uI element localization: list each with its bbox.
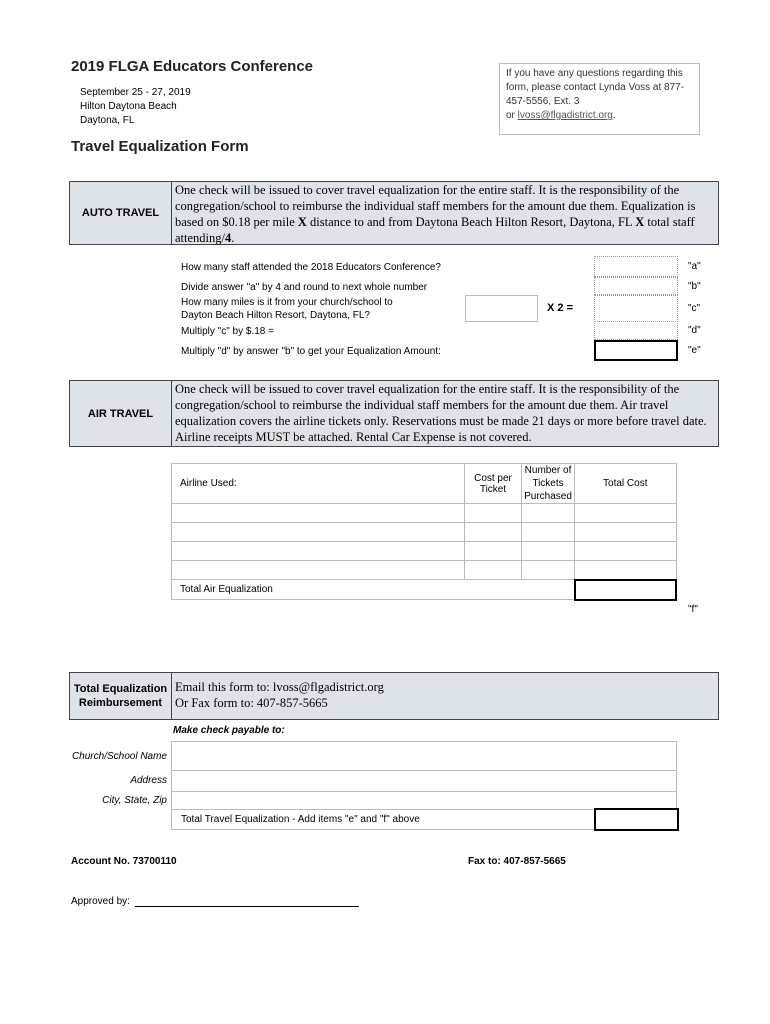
conference-info <box>80 86 191 128</box>
code-c: "c" <box>688 303 701 314</box>
total-cell[interactable] <box>575 523 677 542</box>
air-travel-label: AIR TRAVEL <box>70 381 172 446</box>
total-travel-field[interactable] <box>594 808 679 831</box>
tickets-cell[interactable] <box>522 561 575 580</box>
col-num-line: Purchased <box>524 491 572 502</box>
auto-travel-label: AUTO TRAVEL <box>70 182 172 244</box>
auto-desc-part: total staff attending/ <box>175 215 695 245</box>
auto-desc-part: distance to and from Daytona Beach Hilton Resort, Daytona, FL <box>306 215 636 229</box>
approved-by-line[interactable] <box>135 906 359 907</box>
church-name-field[interactable] <box>171 741 677 771</box>
table-row <box>172 504 677 523</box>
reimbursement-section <box>69 672 719 720</box>
answer-a-field[interactable] <box>594 256 678 277</box>
auto-desc-x: X <box>297 215 307 229</box>
airline-cell[interactable] <box>172 504 465 523</box>
airline-cell[interactable] <box>172 523 465 542</box>
col-cost-line: Cost per <box>474 472 512 484</box>
payable-heading: Make check payable to: <box>173 725 285 736</box>
question-b: Divide answer "a" by 4 and round to next whole number <box>181 282 428 293</box>
city-state-zip-label: City, State, Zip <box>102 795 167 806</box>
total-travel-label: Total Travel Equalization - Add items "e" and "f" above <box>181 814 420 825</box>
times-two-label: X 2 = <box>547 302 573 314</box>
question-a: How many staff attended the 2018 Educators Conference? <box>181 262 441 273</box>
contact-email-line <box>506 109 693 123</box>
contact-box <box>499 63 700 135</box>
question-c-line: How many miles is it from your church/school to <box>181 297 393 308</box>
address-field[interactable] <box>171 770 677 792</box>
auto-travel-section <box>69 181 719 245</box>
answer-d-field[interactable] <box>594 321 678 340</box>
question-d: Multiply "c" by $.18 = <box>181 326 274 337</box>
table-row <box>172 523 677 542</box>
conference-venue: Hilton Daytona Beach <box>80 101 177 112</box>
question-c-line: Dayton Beach Hilton Resort, Daytona, FL? <box>181 310 370 321</box>
code-b: "b" <box>688 281 701 292</box>
auto-desc-x: X <box>635 215 645 229</box>
code-d: "d" <box>688 325 701 336</box>
reimbursement-instructions <box>172 673 718 719</box>
air-travel-section <box>69 380 719 447</box>
cost-cell[interactable] <box>465 561 522 580</box>
auto-travel-description <box>172 182 718 244</box>
table-total-row <box>172 580 677 600</box>
fax-number: Fax to: 407-857-5665 <box>468 856 566 867</box>
total-cell[interactable] <box>575 542 677 561</box>
cost-cell[interactable] <box>465 542 522 561</box>
total-air-field[interactable] <box>575 580 677 600</box>
reimbursement-label <box>70 673 172 719</box>
col-num-line: Tickets <box>532 478 564 489</box>
miles-field[interactable] <box>465 295 538 322</box>
fax-instruction: Or Fax form to: 407-857-5665 <box>175 696 328 710</box>
conference-dates: September 25 - 27, 2019 <box>80 87 191 98</box>
address-label: Address <box>130 775 167 786</box>
table-row <box>172 542 677 561</box>
airline-cell[interactable] <box>172 542 465 561</box>
contact-or: or <box>506 110 518 121</box>
contact-email-link[interactable]: lvoss@flgadistrict.org <box>517 110 613 121</box>
col-num-line: Number of <box>524 465 572 476</box>
col-cost-line: Ticket <box>479 483 507 495</box>
account-number: Account No. 73700110 <box>71 856 177 867</box>
answer-c-field[interactable] <box>594 295 678 322</box>
total-cell[interactable] <box>575 561 677 580</box>
contact-line: If you have any questions regarding this <box>506 68 683 79</box>
answer-b-field[interactable] <box>594 277 678 295</box>
conference-title: 2019 FLGA Educators Conference <box>71 58 314 75</box>
conference-city: Daytona, FL <box>80 115 135 126</box>
reimbursement-label-line: Reimbursement <box>78 697 163 709</box>
tickets-cell[interactable] <box>522 523 575 542</box>
cost-cell[interactable] <box>465 523 522 542</box>
tickets-cell[interactable] <box>522 542 575 561</box>
col-num-header <box>522 464 575 504</box>
church-name-label: Church/School Name <box>71 751 167 762</box>
total-travel-row <box>171 809 596 830</box>
question-e: Multiply "d" by answer "b" to get your Equalization Amount: <box>181 346 441 357</box>
airline-cell[interactable] <box>172 561 465 580</box>
answer-e-field[interactable] <box>594 340 678 361</box>
col-airline-header: Airline Used: <box>172 464 465 504</box>
form-title: Travel Equalization Form <box>71 138 249 155</box>
col-total-header: Total Cost <box>575 464 677 504</box>
email-instruction: Email this form to: lvoss@flgadistrict.org <box>175 680 384 694</box>
total-cell[interactable] <box>575 504 677 523</box>
code-a: "a" <box>688 261 701 272</box>
contact-period: . <box>612 110 616 121</box>
total-air-label: Total Air Equalization <box>172 580 575 600</box>
auto-desc-bold: 4 <box>225 231 232 245</box>
approved-by-label: Approved by: <box>71 896 130 907</box>
contact-line: form, please contact Lynda Voss at 877- <box>506 82 685 93</box>
airline-table <box>171 463 677 601</box>
air-travel-description: One check will be issued to cover travel equalization for the entire staff. It is the responsibility of the congregation/school to reimburse the individual staff members for the amount due them. Air travel equalization covers the airline tickets only. Reservations must be made 21 days or more before travel date. Airline receipts MUST be attached. Rental Car Expense is not covered. <box>175 382 707 444</box>
col-cost-header <box>465 464 522 504</box>
cost-cell[interactable] <box>465 504 522 523</box>
contact-line: 457-5556, Ext. 3 <box>506 96 580 107</box>
reimbursement-label-line: Total Equalization <box>73 683 168 695</box>
table-header-row <box>172 464 677 504</box>
code-f: "f" <box>688 604 698 615</box>
auto-desc-part: . <box>231 231 235 245</box>
code-e: "e" <box>688 345 701 356</box>
table-row <box>172 561 677 580</box>
auto-desc-part: One check will be issued to cover travel equalization for the entire staff. It is the responsibility of the congregation/school to reimburse the individual staff members for the amount due them. Equalization is based on $0.18 per mile <box>175 183 696 229</box>
question-c <box>181 296 393 322</box>
tickets-cell[interactable] <box>522 504 575 523</box>
